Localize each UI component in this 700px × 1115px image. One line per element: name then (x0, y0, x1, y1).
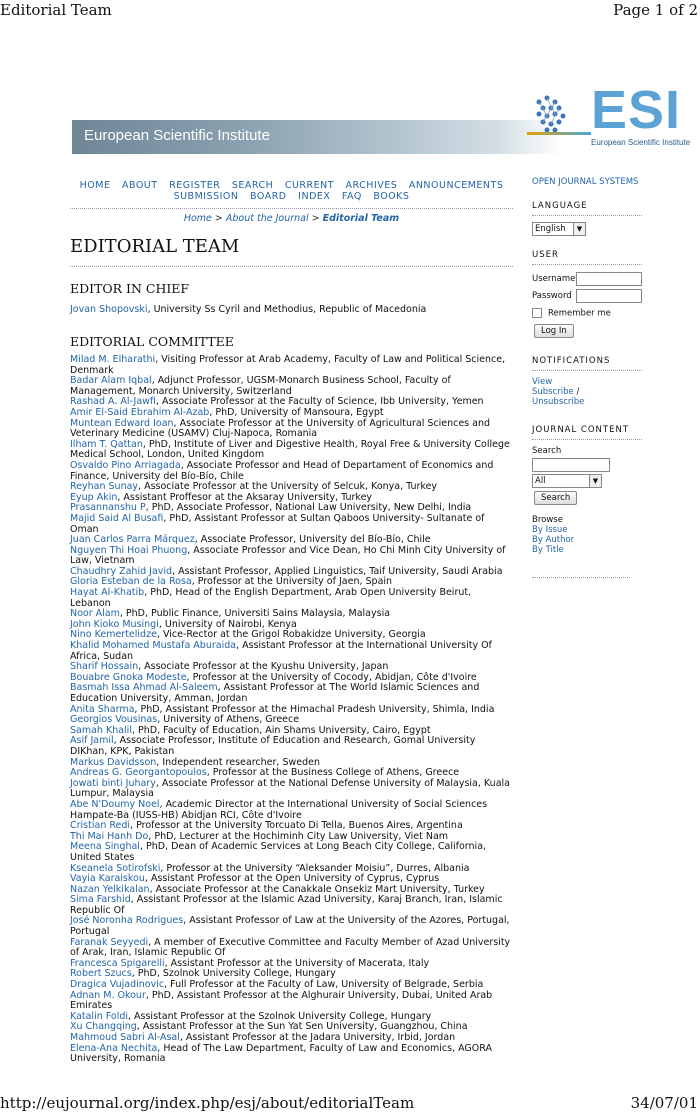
member-name-link[interactable]: Prasannanshu P (70, 502, 146, 514)
list-item (70, 355, 513, 376)
divider (532, 439, 642, 440)
site-banner (72, 80, 700, 156)
nav-board-link[interactable]: BOARD (250, 191, 287, 202)
print-title: Editorial Team (0, 1, 112, 19)
editorial-committee-heading: EDITORIAL COMMITTEE (70, 334, 234, 349)
breadcrumb-home-link[interactable]: Home (183, 213, 212, 224)
slash-separator: / (573, 387, 580, 397)
main-navigation (70, 180, 513, 204)
member-affiliation: , University Ss Cyril and Methodius, Republic of Macedonia (147, 304, 427, 315)
member-affiliation: , Assistant Proffesor at the Aksaray University, Turkey (117, 491, 373, 503)
sidebar (532, 177, 642, 584)
list-item (70, 800, 513, 821)
member-affiliation: , PhD, Associate Professor, National Law University, New Delhi, India (145, 502, 472, 514)
list-item (70, 991, 513, 1012)
language-select-value: English (535, 224, 566, 234)
member-name-link[interactable]: Abe N'Doumy Noel (70, 798, 160, 810)
list-item (70, 895, 513, 916)
member-name-link[interactable]: Nino Kemertelidze (70, 629, 157, 641)
nav-index-link[interactable]: INDEX (298, 191, 331, 202)
login-row (534, 324, 642, 338)
print-url: http://eujournal.org/index.php/esj/about/editorialTeam (0, 1094, 415, 1112)
member-name-link[interactable]: Cristian Redi (70, 820, 131, 832)
member-affiliation: , Professor at the University of Jaen, Spain (191, 576, 393, 588)
member-name-link[interactable]: Sharif Hossain (70, 661, 139, 673)
browse-by-issue-link[interactable]: By Issue (532, 525, 568, 535)
remember-row (532, 308, 642, 322)
member-name-link[interactable]: Nguyen Thi Hoai Phuong (70, 544, 188, 556)
member-affiliation: , Assistant Professor of Law at the University of the Azores, Portugal, Portugal (70, 915, 510, 938)
login-button[interactable]: Log In (534, 324, 574, 338)
member-name-link[interactable]: Juan Carlos Parra Márquez (70, 534, 195, 546)
browse-label: Browse (532, 515, 563, 525)
member-name-link[interactable]: José Noronha Rodrigues (70, 915, 184, 927)
print-header (0, 0, 700, 22)
user-title: USER (532, 250, 559, 260)
divider (70, 266, 513, 267)
member-name-link[interactable]: Badar Alam Iqbal (70, 375, 152, 387)
member-name-link[interactable]: Asif Jamil (70, 735, 114, 747)
member-name-link[interactable]: Kseanela Sotirofski (70, 862, 161, 874)
member-affiliation: , Associate Professor at the Canakkale Onsekiz Mart University, Turkey (149, 883, 485, 895)
member-name-link[interactable]: Dragica Vujadinovic (70, 979, 165, 991)
member-name-link[interactable]: John Kioko Musingi (70, 618, 159, 630)
print-page-number: Page 1 of 2 (613, 1, 698, 19)
member-name-link[interactable]: Sima Farshid (70, 894, 131, 906)
member-affiliation: , PhD, Institute of Liver and Digestive Health, Royal Free & University College Medical School, London, United Kingdom (70, 438, 510, 461)
nav-search-link[interactable]: SEARCH (231, 180, 274, 191)
member-affiliation: , Professor at the University “Aleksander Moisiu”, Durres, Albania (160, 862, 470, 874)
member-affiliation: , Assistant Professor at the Szolnok University College, Hungary (128, 1010, 432, 1022)
unsubscribe-link[interactable]: Unsubscribe (532, 397, 585, 407)
member-affiliation: , Associate Professor and Vice Dean, Ho Chi Minh City University of Law, Vietnam (70, 544, 506, 567)
member-name-link[interactable]: Georgios Vousinas (70, 714, 158, 726)
list-item (70, 440, 513, 461)
chevron-down-icon: ▼ (573, 223, 585, 235)
member-name-link[interactable]: Adnan M. Okour (70, 989, 146, 1001)
member-affiliation: , PhD, Dean of Academic Services at Long Beach City College, California, United States (70, 841, 487, 863)
language-title: LANGUAGE (532, 201, 588, 211)
browse-by-author-link[interactable]: By Author (532, 535, 575, 545)
remember-me-checkbox[interactable] (532, 308, 542, 318)
member-name-link[interactable]: Hayat Al-Khatib (70, 587, 145, 599)
password-label: Password (532, 291, 572, 301)
member-affiliation: , Assistant Professor at The World Islamic Sciences and Education University, Amman, Jordan (70, 682, 480, 704)
list-item (70, 842, 513, 863)
list-item (70, 683, 513, 704)
member-affiliation: , University of Nairobi, Kenya (158, 618, 297, 630)
member-affiliation: , Associate Professor at the Kyushu University, Japan (138, 661, 389, 673)
molecule-icon (531, 94, 571, 134)
member-affiliation: , Associate Professor at the National Defense University of Malaysia, Kuala Lumpur, Malaysia (70, 777, 510, 800)
list-item (70, 916, 513, 937)
member-affiliation: , University of Athens, Greece (157, 714, 300, 726)
member-affiliation: , Professor at the Business College of Athens, Greece (206, 767, 460, 779)
member-name-link[interactable]: Ilham T. Qattan (70, 438, 143, 450)
member-affiliation: , Vice-Rector at the Grigol Robakidze University, Georgia (156, 629, 426, 641)
nav-register-link[interactable]: REGISTER (169, 180, 221, 191)
member-affiliation: , PhD, Public Finance, Universiti Sains Malaysia, Malaysia (119, 608, 391, 620)
member-name-link[interactable]: Amir El-Said Ebrahim Al-Azab (70, 406, 210, 418)
language-select[interactable] (532, 222, 586, 236)
member-affiliation: , Associate Professor at the University of Agricultural Sciences and Veterinary Medicine (USAMV) Cluj-Napoca, Romania (70, 417, 491, 440)
search-label: Search (532, 446, 562, 456)
member-affiliation: , Visiting Professor at Arab Academy, Faculty of Law and Political Science, Denmark (70, 354, 506, 376)
member-affiliation: , A member of Executive Committee and Faculty Member of Azad University of Arak, Iran, Islamic Republic Of (70, 936, 511, 959)
breadcrumb-about-link[interactable]: About the Journal (225, 213, 309, 224)
member-affiliation: , Associate Professor, Institute of Education and Research, Gomal University DIKhan, KPK, Pakistan (70, 735, 476, 757)
member-affiliation: , Adjunct Professor, UGSM-Monarch Business School, Faculty of Management, Monarch University, Switzerland (70, 375, 451, 397)
member-affiliation: , Assistant Professor at the Jadara University, Irbid, Jordan (179, 1032, 456, 1043)
member-affiliation: , Assistant Professor at the International University Of Africa, Sudan (70, 640, 492, 662)
logo-bar (527, 132, 591, 135)
divider (532, 264, 642, 265)
member-affiliation: , PhD, University of Mansoura, Egypt (209, 406, 384, 418)
member-affiliation: , Assistant Professor, Applied Linguistics, Taif University, Saudi Arabia (172, 565, 503, 577)
member-name-link[interactable]: Andreas G. Georgantopoulos (70, 767, 207, 779)
member-name-link[interactable]: Majid Said Al Busafi (70, 512, 164, 524)
nav-archives-link[interactable]: ARCHIVES (345, 180, 398, 191)
editor-in-chief (70, 304, 513, 320)
breadcrumb-separator: > (211, 213, 226, 224)
nav-faq-link[interactable]: FAQ (341, 191, 362, 202)
page-title: EDITORIAL TEAM (70, 236, 240, 257)
member-name-link[interactable]: Jovan Shopovski (70, 304, 148, 315)
member-name-link[interactable]: Rashad A. Al-Jawfi (70, 396, 156, 408)
member-affiliation: , PhD, Assistant Professor at the Alghurair University, Dubai, United Arab Emirates (70, 989, 493, 1012)
username-label: Username (532, 274, 576, 284)
member-affiliation: , PhD, Assistant Professor at Sultan Qaboos University- Sultanate of Oman (70, 512, 485, 535)
search-scope-value: All (535, 476, 546, 486)
breadcrumb-current[interactable]: Editorial Team (322, 213, 400, 224)
list-item (70, 1044, 513, 1065)
ojs-link[interactable]: OPEN JOURNAL SYSTEMS (532, 177, 639, 187)
member-name-link[interactable]: Noor Alam (70, 608, 120, 620)
list-item (70, 546, 513, 567)
member-name-link[interactable]: Osvaldo Pino Arriagada (70, 459, 181, 471)
member-name-link[interactable]: Faranak Seyyedi (70, 936, 149, 948)
banner-strip (72, 120, 502, 154)
member-name-link[interactable]: Robert Szucs (70, 968, 132, 980)
search-scope-select[interactable] (532, 474, 602, 488)
list-item (70, 419, 513, 440)
nav-submission-link[interactable]: SUBMISSION (173, 191, 239, 202)
member-name-link[interactable]: Samah Khalil (70, 724, 132, 736)
search-button-row (534, 491, 642, 505)
chevron-down-icon: ▼ (589, 475, 601, 487)
breadcrumb (70, 213, 513, 226)
member-affiliation: , Full Professor at the Faculty of Law, University of Belgrade, Serbia (164, 979, 484, 991)
member-name-link[interactable]: Bouabre Gnoka Modeste (70, 671, 187, 683)
member-name-link[interactable]: Katalin Foldi (70, 1010, 128, 1022)
nav-about-link[interactable]: ABOUT (121, 180, 158, 191)
member-affiliation: , Associate Professor, University del Bío-Bío, Chile (194, 534, 431, 546)
member-name-link[interactable]: Nazan Yelkikalan (70, 883, 150, 895)
list-item (70, 461, 513, 482)
subscribe-row (532, 387, 642, 397)
member-name-link[interactable]: Reyhan Sunay (70, 481, 139, 493)
nav-announcements-link[interactable]: ANNOUNCEMENTS (408, 180, 504, 191)
member-name-link[interactable]: Francesca Spigarelli (70, 957, 165, 969)
member-name-link[interactable]: Gloria Esteban de la Rosa (70, 576, 192, 588)
member-affiliation: , Independent researcher, Sweden (156, 756, 321, 768)
member-name-link[interactable]: Meena Singhal (70, 841, 140, 853)
member-affiliation: , PhD, Assistant Professor at the Himachal Pradesh University, Shimla, India (134, 703, 495, 715)
member-name-link[interactable]: Milad M. Elharathi (70, 354, 156, 365)
nav-home-link[interactable]: HOME (79, 180, 111, 191)
divider (532, 215, 642, 216)
member-affiliation: , Professor at the University of Cocody, Abidjan, Côte d'Ivoire (186, 671, 477, 683)
logo-text: ESI (591, 80, 682, 140)
print-footer (0, 1093, 700, 1115)
member-name-link[interactable]: Markus Davidsson (70, 756, 157, 768)
list-item (70, 588, 513, 609)
member-name-link[interactable]: Muntean Edward Ioan (70, 417, 174, 429)
esi-logo[interactable] (527, 80, 700, 156)
main-content (70, 180, 513, 1065)
list-item (70, 736, 513, 757)
member-name-link[interactable]: Khalid Mohamed Mustafa Aburaida (70, 640, 237, 652)
member-affiliation: , PhD, Faculty of Education, Ain Shams University, Cairo, Egypt (131, 724, 431, 736)
member-affiliation: , Professor at the University Torcuato Di Tella, Buenos Aires, Argentina (130, 820, 463, 832)
list-item (70, 376, 513, 397)
journal-content-title: JOURNAL CONTENT (532, 425, 630, 435)
list-item (70, 938, 513, 959)
list-item (70, 779, 513, 800)
notifications-title: NOTIFICATIONS (532, 356, 611, 366)
search-input[interactable] (532, 458, 610, 472)
member-affiliation: , Associate Professor and Head of Departament of Economics and Finance, University del Bío-Bío, Chile (70, 459, 494, 482)
print-date: 34/07/01 (630, 1094, 698, 1112)
username-row (532, 271, 642, 287)
member-name-link[interactable]: Anita Sharma (70, 703, 135, 715)
member-affiliation: , Assistant Professor at the Islamic Azad University, Karaj Branch, Iran, Islamic Republic Of (70, 894, 503, 916)
divider (532, 577, 630, 578)
member-name-link[interactable]: Chaudhry Zahid Javid (70, 565, 173, 577)
member-name-link[interactable]: Jowati binti Juhary (70, 777, 156, 789)
password-row (532, 288, 642, 304)
logo-subtitle: European Scientific Institute (591, 138, 691, 147)
member-affiliation: , Academic Director at the International University of Social Sciences Hampate-Ba (IUSS-HB) Abidjan RCI, Côte d'Ivoire (70, 798, 488, 821)
member-affiliation: , Associate Professor at the Faculty of Science, Ibb University, Yemen (155, 396, 484, 408)
member-name-link[interactable]: Vayia Karaiskou (70, 873, 145, 885)
member-affiliation: , Head of The Law Department, Faculty of Law and Economics, AGORA University, Romania (70, 1042, 492, 1065)
member-name-link[interactable]: Xu Changqing (70, 1021, 137, 1033)
member-affiliation: , Assistant Professor at the Sun Yat Sen University, Guangzhou, China (136, 1021, 468, 1033)
member-affiliation: , PhD, Head of the English Department, Arab Open University Beirut, Lebanon (70, 587, 472, 609)
editor-in-chief-heading: EDITOR IN CHIEF (70, 281, 190, 296)
divider (532, 370, 642, 371)
member-name-link[interactable]: Thi Mai Hanh Do (70, 830, 149, 842)
divider (70, 208, 513, 209)
remember-me-label: Remember me (548, 308, 611, 319)
nav-current-link[interactable]: CURRENT (284, 180, 335, 191)
member-affiliation: , PhD, Lecturer at the Hochiminh City Law University, Viet Nam (148, 830, 449, 842)
member-affiliation: , Assistant Professor at the University of Macerata, Italy (164, 957, 430, 969)
view-link[interactable]: View (532, 377, 553, 387)
browse-by-title-link[interactable]: By Title (532, 545, 564, 555)
breadcrumb-separator: > (308, 213, 323, 224)
institute-name: European Scientific Institute (84, 127, 270, 144)
member-name-link[interactable]: Elena-Ana Nechita (70, 1042, 158, 1054)
member-affiliation: , Assistant Professor at the Open University of Cyprus, Cyprus (144, 873, 440, 885)
member-name-link[interactable]: Basmah Issa Ahmad Al-Saleem (70, 682, 218, 694)
list-item (70, 514, 513, 535)
password-input[interactable] (576, 289, 642, 303)
list-item (70, 641, 513, 662)
subscribe-link[interactable]: Subscribe (532, 387, 574, 397)
member-affiliation: , Associate Professor at the University of Selcuk, Konya, Turkey (138, 481, 438, 493)
search-button[interactable]: Search (534, 491, 577, 505)
member-name-link[interactable]: Mahmoud Sabri Al-Asal (70, 1032, 180, 1043)
member-affiliation: , PhD, Szolnok University College, Hungary (131, 968, 336, 980)
username-input[interactable] (576, 272, 642, 286)
nav-books-link[interactable]: BOOKS (373, 191, 410, 202)
committee-list (70, 355, 513, 1065)
member-name-link[interactable]: Eyup Akin (70, 491, 118, 503)
